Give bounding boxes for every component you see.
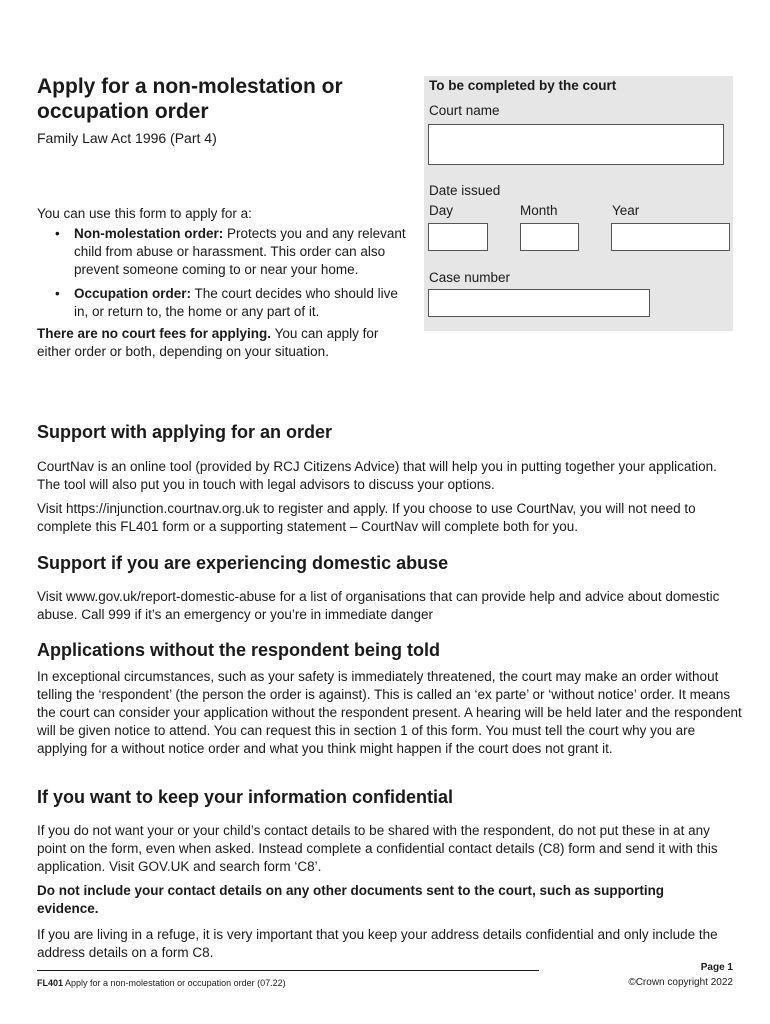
support-abuse-p1: Visit www.gov.uk/report-domestic-abuse for a list of organisations that can provide help and advice about domestic abuse. Call 999 if it’s an emergency or you’re in immediate danger — [37, 589, 720, 622]
page-title — [37, 74, 417, 124]
confidential-p2: Do not include your contact details on any other documents sent to the court, such as supporting evidence. — [37, 883, 665, 916]
footer-form-code: FL401 — [37, 978, 64, 988]
bullet-text: Protects you and any relevant child from abuse or harassment. This order can also prevent someone coming to or near your home. — [74, 226, 406, 277]
order-type-list — [37, 225, 409, 321]
footer-form-title — [37, 978, 286, 988]
page-number: Page 1 — [700, 962, 733, 973]
month-label: Month — [520, 203, 558, 218]
footer-form-name: Apply for a non-molestation or occupation order (07.22) — [63, 978, 286, 988]
court-name-field[interactable] — [428, 124, 724, 165]
intro-lead: You can use this form to apply for a: — [37, 206, 252, 221]
month-field[interactable] — [520, 223, 579, 251]
year-field[interactable] — [611, 223, 730, 251]
date-issued-label: Date issued — [429, 183, 501, 198]
confidential-p1: If you do not want your or your child’s contact details to be shared with the respondent, do not put these in at any point on the form, even when asked. Instead complete a confidential contact details (C8) form and send it with this application. Visit GOV.UK and search form ‘C8’. — [37, 823, 718, 874]
confidential-heading: If you want to keep your information confidential — [37, 787, 454, 807]
bullet-bold: Occupation order: — [74, 286, 192, 301]
support-abuse-heading: Support if you are experiencing domestic abuse — [37, 553, 449, 573]
footer-divider — [37, 970, 539, 971]
bullet-icon: • — [55, 286, 60, 301]
case-number-label: Case number — [429, 270, 511, 285]
fees-bold: There are no court fees for applying. — [37, 326, 272, 341]
fees-text: You can apply for either order or both, depending on your situation. — [37, 326, 379, 359]
day-field[interactable] — [428, 223, 488, 251]
list-item — [37, 285, 409, 321]
case-number-field[interactable] — [428, 289, 650, 317]
intro-section — [37, 205, 409, 361]
confidential-p3: If you are living in a refuge, it is very important that you keep your address details confidential and only include the address details on a form C8. — [37, 927, 718, 960]
list-item — [37, 225, 409, 279]
title-line-1: Apply for a non-molestation or — [37, 75, 343, 98]
support-apply-p2: Visit https://injunction.courtnav.org.uk to register and apply. If you choose to use CourtNav, you will not need to complete this FL401 form or a supporting statement – CourtNav will complete both for you. — [37, 501, 696, 534]
subtitle: Family Law Act 1996 (Part 4) — [37, 130, 217, 146]
bullet-text: The court decides who should live in, or return to, the home or any part of it. — [74, 286, 398, 319]
title-line-2: occupation order — [37, 100, 209, 123]
without-notice-p1: In exceptional circumstances, such as your safety is immediately threatened, the court may make an order without telling the ‘respondent’ (the person the order is against). This is called an ‘ex parte’ or ‘without notice’ order. It means the court can consider your application without the respondent present. A hearing will be held later and the respondent will be given notice to attend. You can request this in section 1 of this form. You must tell the court why you are applying for a without notice order and what you think might happen if the court does not grant it. — [37, 669, 742, 756]
support-apply-heading: Support with applying for an order — [37, 422, 332, 442]
support-apply-p1: CourtNav is an online tool (provided by RCJ Citizens Advice) that will help you in putting together your application. The tool will also put you in touch with legal advisors to discuss your options. — [37, 459, 717, 492]
copyright: ©Crown copyright 2022 — [628, 977, 733, 988]
day-label: Day — [429, 203, 454, 218]
court-box-heading: To be completed by the court — [429, 78, 617, 93]
court-name-label: Court name — [429, 103, 500, 118]
bullet-bold: Non-molestation order: — [74, 226, 224, 241]
court-use-box — [424, 76, 733, 331]
bullet-icon: • — [55, 226, 60, 241]
without-notice-heading: Applications without the respondent being told — [37, 640, 440, 660]
fees-note — [37, 325, 409, 361]
year-label: Year — [612, 203, 640, 218]
